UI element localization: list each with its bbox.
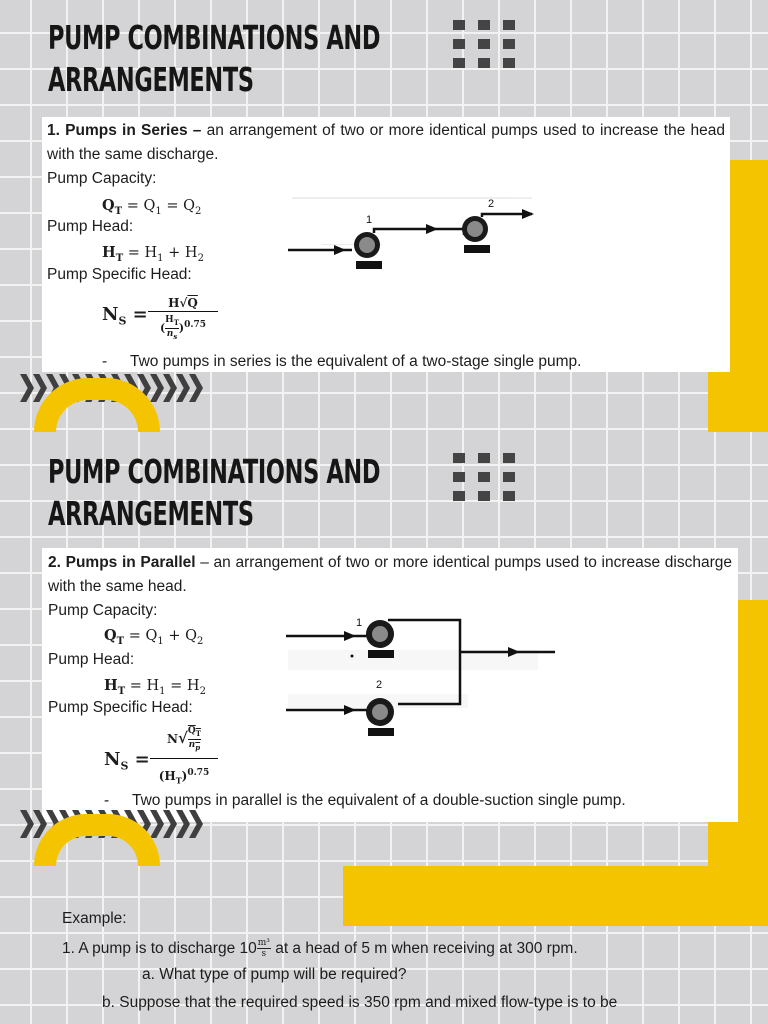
- section1-bullet: -: [102, 353, 108, 370]
- section1-specific-head-label: Pump Specific Head:: [47, 266, 192, 283]
- unit-fraction: $\frac{\text{m³}}{s}$: [257, 938, 270, 960]
- pump-1-label: 1: [356, 617, 363, 629]
- section2-head-formula: $H_T = H_1 = H_2$: [104, 677, 206, 697]
- example-section: [62, 905, 752, 1017]
- pump-2-label: 2: [488, 198, 495, 210]
- section2-intro-bold: 2. Pumps in Parallel: [48, 554, 196, 571]
- section1-card: [42, 117, 730, 372]
- example-line2: a. What type of pump will be required?: [142, 966, 407, 983]
- section2-bullet: -: [104, 792, 110, 809]
- section1-note: Two pumps in series is the equivalent of a two-stage single pump.: [130, 353, 582, 370]
- section1-intro: [47, 119, 725, 167]
- section1-title-line2: ARRANGEMENTS: [48, 60, 254, 99]
- section1-title-line1: PUMP COMBINATIONS AND: [48, 18, 381, 57]
- section2-ns-formula: $N_S$ = N√ $\frac{Q_T}{n_p}$ $(H_T)^{0.75}$: [104, 726, 234, 782]
- section2-note: Two pumps in parallel is the equivalent of a double-suction single pump.: [132, 792, 626, 809]
- parallel-pump-diagram: [280, 612, 570, 742]
- series-pump-diagram: [282, 189, 542, 289]
- section2-card: [42, 548, 738, 822]
- section2-title-line1: PUMP COMBINATIONS AND: [48, 452, 381, 491]
- example-heading: Example:: [62, 910, 127, 927]
- section1-intro-text: an arrangement of two or more identical pumps used to increase the head with the same discharge.: [47, 122, 726, 163]
- section2-capacity-label: Pump Capacity:: [48, 602, 158, 619]
- section1-head-label: Pump Head:: [47, 218, 134, 235]
- section1-capacity-label: Pump Capacity:: [47, 170, 157, 187]
- section1-ns-formula: $N_S$ = H√Q ( $\frac{H_T}{n_s}$ )$^{0.75}$: [102, 291, 232, 347]
- section2-intro-text: – an arrangement of two or more identical pumps used to increase discharge with the same head.: [48, 554, 732, 595]
- section2-intro: [48, 551, 732, 599]
- example-line3: b. Suppose that the required speed is 350 rpm and mixed flow-type is to be: [102, 994, 618, 1011]
- section2-head-label: Pump Head:: [48, 651, 135, 668]
- example-line1: 1. A pump is to discharge 10 $\frac{\text{m³}}{s}$ at a head of 5 m when receiving at 300 rpm.: [62, 938, 578, 960]
- section2-title-line2: ARRANGEMENTS: [48, 494, 254, 533]
- section1-head-formula: $H_T = H_1 + H_2$: [102, 244, 204, 264]
- section1-intro-bold: 1. Pumps in Series –: [47, 122, 202, 139]
- dots-grid-icon: [453, 20, 515, 68]
- section2-capacity-formula: $Q_T = Q_1 + Q_2$: [104, 627, 204, 647]
- pump-1-label: 1: [366, 214, 373, 226]
- section2-specific-head-label: Pump Specific Head:: [48, 699, 193, 716]
- dots-grid-icon: [453, 453, 515, 501]
- section1-capacity-formula: $Q_T = Q_1 = Q_2$: [102, 197, 202, 217]
- pump-2-label: 2: [376, 679, 383, 691]
